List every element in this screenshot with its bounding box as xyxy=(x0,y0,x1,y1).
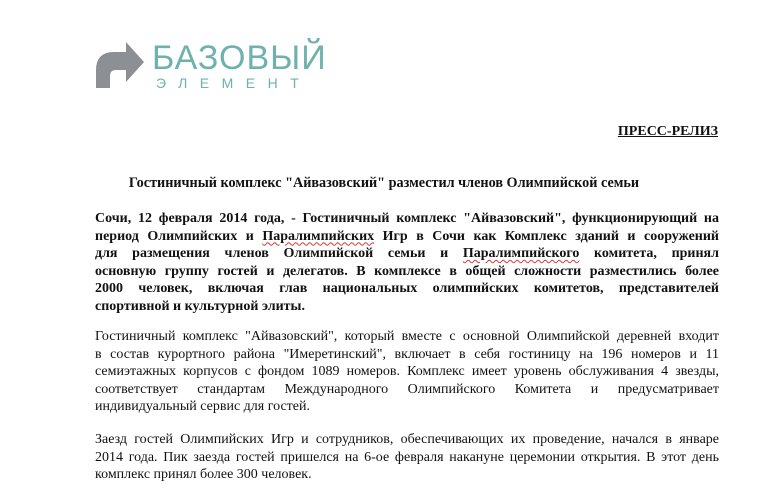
text-run: для размещения членов Олимпийской семьи и xyxy=(95,246,463,261)
text-run: комитета, принял xyxy=(579,246,719,261)
lead-line: Сочи, 12 февраля 2014 года, - Гостиничный комплекс "Айвазовский", функционирующий на xyxy=(95,211,719,226)
spellcheck-word: Паралимпийского xyxy=(462,246,580,261)
lead-line: основную группу гостей и делегатов. В комплексе в общей сложности разместились более xyxy=(95,263,719,279)
paragraph-line: Гостиничный комплекс "Айвазовский", который вместе с основной Олимпийской деревней входит xyxy=(95,329,719,344)
logo-wordmark-line1: БАЗОВЫЙ xyxy=(152,39,327,77)
paragraph-line: Заезд гостей Олимпийских Игр и сотрудников, обеспечивающих их проведение, начался в январе xyxy=(95,432,719,447)
paragraph-line: комплекс принял более 300 человек. xyxy=(95,467,312,482)
press-release-label: ПРЕСС-РЕЛИЗ xyxy=(617,124,718,139)
body-paragraph-1 xyxy=(95,328,719,416)
lead-line xyxy=(95,245,719,263)
body-paragraph-2 xyxy=(95,431,719,484)
logo-arrow-icon xyxy=(94,40,146,90)
lead-line: 2000 человек, включая глав национальных олимпийских комитетов, представителей xyxy=(95,281,719,296)
paragraph-line: в состав курортного района "Имеретинский", включает в себя гостиницу на 196 номеров и 11 xyxy=(95,346,719,362)
lead-line xyxy=(95,228,719,246)
paragraph-line: семиэтажных корпусов с фондом 1089 номеров. Комплекс имеет уровень обслуживания 4 звезды, xyxy=(95,364,719,379)
company-logo xyxy=(94,40,334,92)
paragraph-line: соответствует стандартам Международного Олимпийского Комитета и предусматривает xyxy=(95,381,719,397)
paragraph-line: 2014 года. Пик заезда гостей пришелся на 6-ое февраля накануне церемонии открытия. В этот день xyxy=(95,449,719,465)
spellcheck-word: Паралимпийских xyxy=(262,228,375,244)
text-run: Игр в Сочи как Комплекс зданий и сооружений xyxy=(374,228,720,244)
text-run: период Олимпийских и xyxy=(95,228,263,244)
lead-paragraph xyxy=(95,210,719,315)
document-headline: Гостиничный комплекс "Айвазовский" разместил членов Олимпийской семьи xyxy=(128,175,640,191)
lead-line: спортивной и культурной элиты. xyxy=(95,298,305,314)
paragraph-line: индивидуальный сервис для гостей. xyxy=(95,399,310,414)
logo-wordmark-line2: ЭЛЕМЕНТ xyxy=(156,75,312,91)
